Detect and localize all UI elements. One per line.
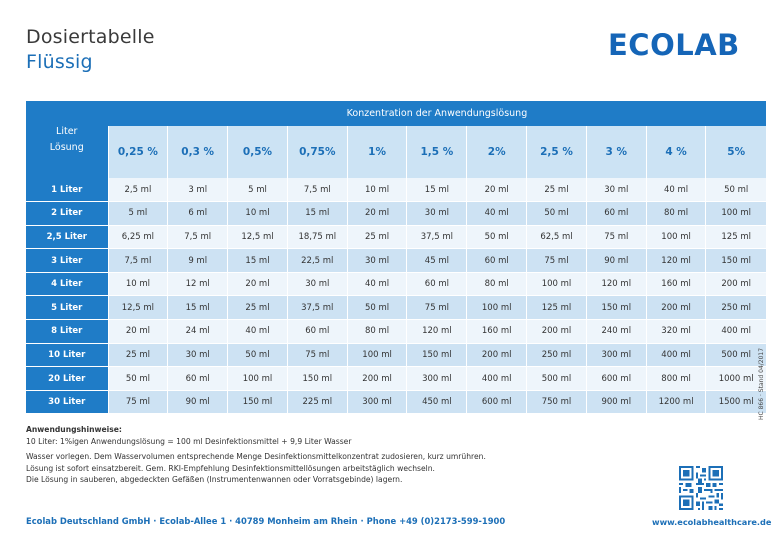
dosage-cell: 15 ml: [168, 296, 228, 320]
dosage-cell: 150 ml: [586, 296, 646, 320]
dosage-cell: 24 ml: [168, 320, 228, 344]
usage-notes: [26, 424, 486, 486]
dosage-cell: 7,5 ml: [108, 249, 168, 273]
dosage-cell: 30 ml: [407, 202, 467, 226]
page-title: Dosiertabelle: [26, 26, 155, 48]
dosage-cell: 22,5 ml: [287, 249, 347, 273]
dosage-cell: 100 ml: [347, 343, 407, 367]
dosage-cell: 50 ml: [527, 202, 587, 226]
row-label: 8 Liter: [26, 320, 108, 344]
dosage-cell: 125 ml: [706, 225, 766, 249]
dosage-cell: 160 ml: [646, 272, 706, 296]
dosage-cell: 60 ml: [407, 272, 467, 296]
concentration-2: 0,5%: [228, 126, 288, 178]
dosage-cell: 1500 ml: [706, 390, 766, 414]
concentration-10: 5%: [706, 126, 766, 178]
dosage-cell: 200 ml: [646, 296, 706, 320]
notes-example: 10 Liter: 1%igen Anwendungslösung = 100 ml Desinfektionsmittel + 9,9 Liter Wasser: [26, 436, 352, 446]
notes-line: Die Lösung in sauberen, abgedeckten Gefäßen (Instrumentenwannen oder Vorratsgebinde) lagern.: [26, 475, 403, 484]
concentration-6: 2%: [467, 126, 527, 178]
dosage-cell: 30 ml: [347, 249, 407, 273]
dosage-cell: 200 ml: [467, 343, 527, 367]
dosage-cell: 25 ml: [527, 178, 587, 202]
dosage-cell: 600 ml: [467, 390, 527, 414]
dosage-cell: 40 ml: [646, 178, 706, 202]
dosage-cell: 80 ml: [646, 202, 706, 226]
footer-url[interactable]: www.ecolabhealthcare.de: [652, 517, 772, 527]
dosage-cell: 15 ml: [228, 249, 288, 273]
dosage-cell: 300 ml: [407, 367, 467, 391]
dosage-cell: 40 ml: [467, 202, 527, 226]
dosage-cell: 5 ml: [108, 202, 168, 226]
dosage-cell: 37,5 ml: [287, 296, 347, 320]
dosage-cell: 25 ml: [108, 343, 168, 367]
dosage-cell: 90 ml: [586, 249, 646, 273]
dosage-cell: 100 ml: [527, 272, 587, 296]
concentration-1: 0,3 %: [168, 126, 228, 178]
dosage-cell: 320 ml: [646, 320, 706, 344]
dosage-cell: 7,5 ml: [168, 225, 228, 249]
concentration-header: Konzentration der Anwendungslösung: [108, 101, 766, 126]
row-label: 30 Liter: [26, 390, 108, 414]
dosage-cell: 37,5 ml: [407, 225, 467, 249]
dosage-cell: 500 ml: [527, 367, 587, 391]
notes-line: Lösung ist sofort einsatzbereit. Gem. RKI-Empfehlung Desinfektionsmittellösungen arbeitstäglich wechseln.: [26, 463, 435, 473]
dosage-cell: 2,5 ml: [108, 178, 168, 202]
table-row: [26, 296, 766, 320]
dosage-cell: 75 ml: [287, 343, 347, 367]
dosage-cell: 120 ml: [646, 249, 706, 273]
dosage-cell: 600 ml: [586, 367, 646, 391]
dosage-cell: 75 ml: [108, 390, 168, 414]
dosage-cell: 25 ml: [347, 225, 407, 249]
concentration-3: 0,75%: [287, 126, 347, 178]
dosage-cell: 300 ml: [347, 390, 407, 414]
concentration-7: 2,5 %: [527, 126, 587, 178]
dosage-cell: 60 ml: [586, 202, 646, 226]
dosage-cell: 62,5 ml: [527, 225, 587, 249]
dosage-cell: 20 ml: [467, 178, 527, 202]
dosage-cell: 80 ml: [347, 320, 407, 344]
table-row: [26, 343, 766, 367]
dosage-cell: 250 ml: [706, 296, 766, 320]
dosage-cell: 30 ml: [287, 272, 347, 296]
dosage-cell: 400 ml: [646, 343, 706, 367]
dosage-cell: 3 ml: [168, 178, 228, 202]
dosage-cell: 900 ml: [586, 390, 646, 414]
row-label: 5 Liter: [26, 296, 108, 320]
dosage-cell: 30 ml: [586, 178, 646, 202]
dosage-cell: 200 ml: [347, 367, 407, 391]
dosage-cell: 500 ml: [706, 343, 766, 367]
dosage-cell: 7,5 ml: [287, 178, 347, 202]
dosage-cell: 80 ml: [467, 272, 527, 296]
concentration-4: 1%: [347, 126, 407, 178]
dosage-cell: 20 ml: [347, 202, 407, 226]
concentration-8: 3 %: [586, 126, 646, 178]
dosage-cell: 1200 ml: [646, 390, 706, 414]
row-label: 1 Liter: [26, 178, 108, 202]
dosage-cell: 50 ml: [347, 296, 407, 320]
dosage-cell: 5 ml: [228, 178, 288, 202]
dosage-cell: 10 ml: [347, 178, 407, 202]
dosage-cell: 75 ml: [407, 296, 467, 320]
row-label: 10 Liter: [26, 343, 108, 367]
dosage-cell: 20 ml: [228, 272, 288, 296]
dosage-cell: 30 ml: [168, 343, 228, 367]
dosage-cell: 60 ml: [168, 367, 228, 391]
dosage-cell: 25 ml: [228, 296, 288, 320]
dosage-cell: 400 ml: [706, 320, 766, 344]
table-row: [26, 367, 766, 391]
document-stamp: HC 866 · Stand 04/2017: [758, 347, 765, 420]
page-subtitle: Flüssig: [26, 51, 93, 73]
dosage-rows: [26, 178, 766, 414]
dosage-cell: 12 ml: [168, 272, 228, 296]
table-row: [26, 178, 766, 202]
dosage-cell: 150 ml: [228, 390, 288, 414]
row-label: 4 Liter: [26, 272, 108, 296]
dosage-cell: 50 ml: [228, 343, 288, 367]
dosage-cell: 18,75 ml: [287, 225, 347, 249]
dosage-cell: 100 ml: [228, 367, 288, 391]
dosage-cell: 400 ml: [467, 367, 527, 391]
table-row: [26, 225, 766, 249]
dosage-cell: 10 ml: [108, 272, 168, 296]
dosage-cell: 75 ml: [586, 225, 646, 249]
dosage-cell: 6 ml: [168, 202, 228, 226]
dosage-cell: 200 ml: [706, 272, 766, 296]
dosage-cell: 750 ml: [527, 390, 587, 414]
ecolab-logo: ECOLAB: [608, 28, 740, 62]
row-label: 2 Liter: [26, 202, 108, 226]
dosage-cell: 20 ml: [108, 320, 168, 344]
qr-code: [679, 466, 723, 510]
dosage-cell: 50 ml: [706, 178, 766, 202]
notes-line: Wasser vorlegen. Dem Wasservolumen entsprechende Menge Desinfektionsmittelkonzentrat zudosieren, kurz umrühren.: [26, 452, 486, 461]
row-label: 20 Liter: [26, 367, 108, 391]
dosage-cell: 60 ml: [287, 320, 347, 344]
dosage-cell: 150 ml: [287, 367, 347, 391]
dosage-cell: 50 ml: [467, 225, 527, 249]
dosage-cell: 120 ml: [586, 272, 646, 296]
dosage-cell: 240 ml: [586, 320, 646, 344]
corner-loesung: Lösung: [49, 141, 84, 153]
corner-label: [26, 101, 108, 178]
dosage-cell: 120 ml: [407, 320, 467, 344]
row-label: 2,5 Liter: [26, 225, 108, 249]
dosage-cell: 15 ml: [287, 202, 347, 226]
dosage-cell: 150 ml: [407, 343, 467, 367]
dosage-cell: 100 ml: [706, 202, 766, 226]
footer-company: Ecolab Deutschland GmbH · Ecolab-Allee 1 · 40789 Monheim am Rhein · Phone +49 (0)2173-599-1900: [26, 516, 506, 526]
dosage-cell: 40 ml: [228, 320, 288, 344]
dosage-cell: 9 ml: [168, 249, 228, 273]
dosage-cell: 300 ml: [586, 343, 646, 367]
dosage-cell: 1000 ml: [706, 367, 766, 391]
table-row: [26, 202, 766, 226]
row-label: 3 Liter: [26, 249, 108, 273]
dosage-cell: 225 ml: [287, 390, 347, 414]
dosage-cell: 15 ml: [407, 178, 467, 202]
dosage-cell: 800 ml: [646, 367, 706, 391]
dosage-cell: 12,5 ml: [108, 296, 168, 320]
dosage-cell: 150 ml: [706, 249, 766, 273]
dosage-cell: 90 ml: [168, 390, 228, 414]
table-row: [26, 249, 766, 273]
concentration-5: 1,5 %: [407, 126, 467, 178]
corner-liter: Liter: [56, 125, 78, 137]
dosage-cell: 450 ml: [407, 390, 467, 414]
dosage-cell: 60 ml: [467, 249, 527, 273]
dosage-cell: 6,25 ml: [108, 225, 168, 249]
table-row: [26, 272, 766, 296]
dosage-cell: 12,5 ml: [228, 225, 288, 249]
dosage-cell: 100 ml: [467, 296, 527, 320]
dosage-cell: 250 ml: [527, 343, 587, 367]
table-row: [26, 390, 766, 414]
dosage-cell: 160 ml: [467, 320, 527, 344]
dosage-cell: 50 ml: [108, 367, 168, 391]
dosage-cell: 75 ml: [527, 249, 587, 273]
table-row: [26, 320, 766, 344]
dosage-table: [26, 101, 766, 414]
concentration-0: 0,25 %: [108, 126, 168, 178]
dosage-cell: 10 ml: [228, 202, 288, 226]
concentration-9: 4 %: [646, 126, 706, 178]
dosage-cell: 40 ml: [347, 272, 407, 296]
notes-heading: Anwendungshinweise:: [26, 425, 122, 434]
dosage-cell: 125 ml: [527, 296, 587, 320]
dosage-cell: 45 ml: [407, 249, 467, 273]
dosage-cell: 200 ml: [527, 320, 587, 344]
dosage-cell: 100 ml: [646, 225, 706, 249]
concentration-row: [26, 126, 766, 178]
